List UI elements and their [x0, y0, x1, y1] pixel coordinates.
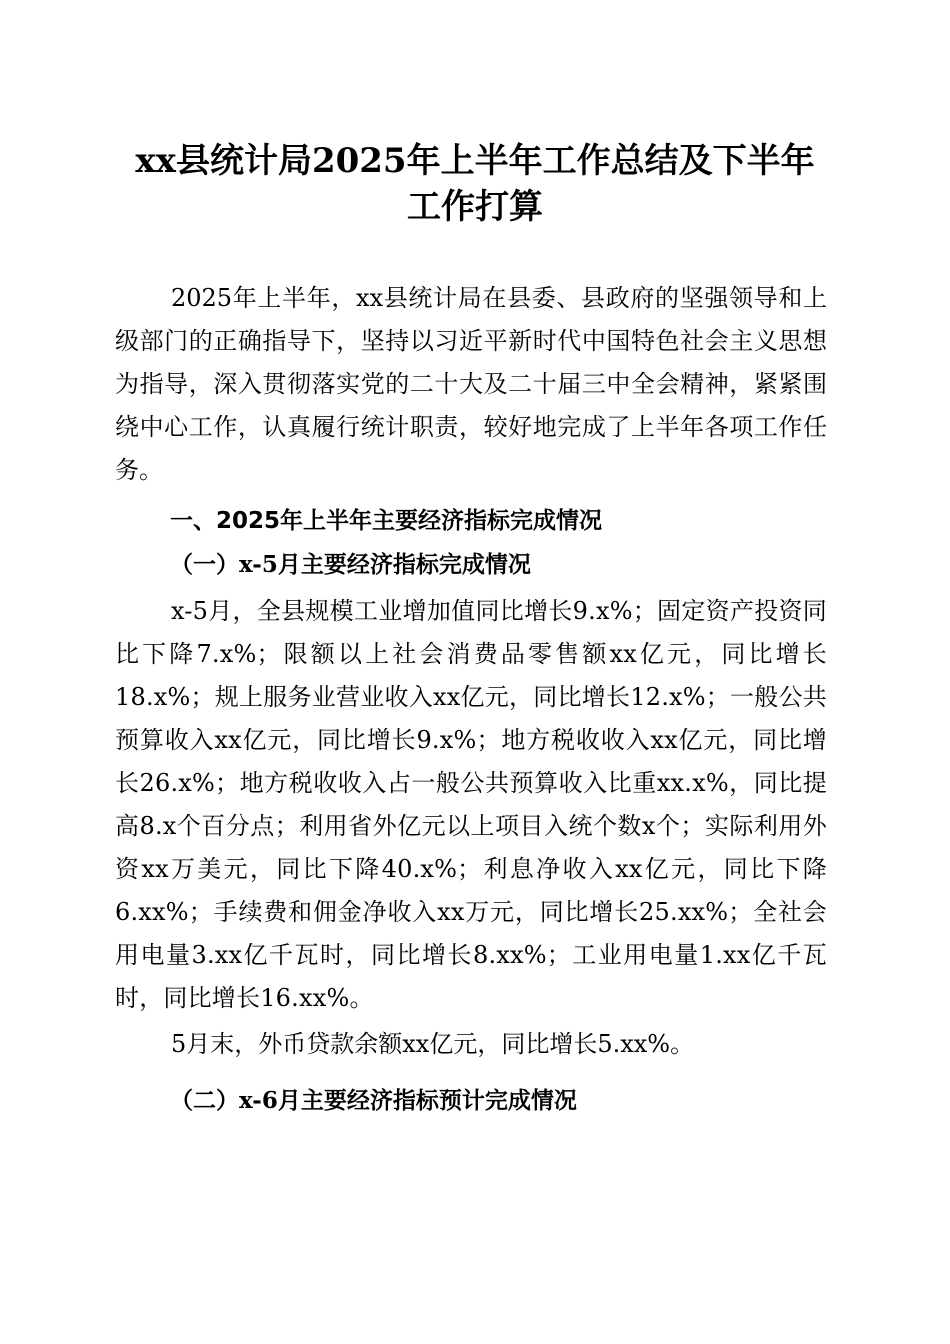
- loan-balance-paragraph: 5月末，外币贷款余额xx亿元，同比增长5.xx%。: [171, 1030, 695, 1058]
- indicators-paragraph: x-5月，全县规模工业增加值同比增长9.x%；固定资产投资同比下降7.x%；限额以上社会消费品零售额xx亿元，同比增长18.x%；规上服务业营业收入xx亿元，同比增长12.x%；一般公共预算收入xx亿元，同比增长9.x%；地方税收收入xx亿元，同比增长26.x%；地方税收收入占一般公共预算收入比重xx.x%，同比提高8.x个百分点；利用省外亿元以上项目入统个数x个；实际利用外资xx万美元，同比下降40.x%；利息净收入xx亿元，同比下降6.xx%；手续费和佣金净收入xx万元，同比增长25.xx%；全社会用电量3.xx亿千瓦时，同比增长8.xx%；工业用电量1.xx亿千瓦时，同比增长16.xx%。: [115, 597, 827, 1012]
- title-line-2: 工作打算: [407, 187, 543, 227]
- subsection-heading-1: （一）x-5月主要经济指标完成情况: [170, 551, 531, 578]
- document-title: [100, 138, 850, 230]
- section-heading-1: 一、2025年上半年主要经济指标完成情况: [170, 508, 603, 534]
- intro-paragraph: 2025年上半年，xx县统计局在县委、县政府的坚强领导和上级部门的正确指导下，坚持以习近平新时代中国特色社会主义思想为指导，深入贯彻落实党的二十大及二十届三中全会精神，紧紧围绕中心工作，认真履行统计职责，较好地完成了上半年各项工作任务。: [115, 284, 827, 484]
- title-line-1: xx县统计局2025年上半年工作总结及下半年: [135, 141, 815, 181]
- subsection-heading-2: （二）x-6月主要经济指标预计完成情况: [170, 1087, 577, 1114]
